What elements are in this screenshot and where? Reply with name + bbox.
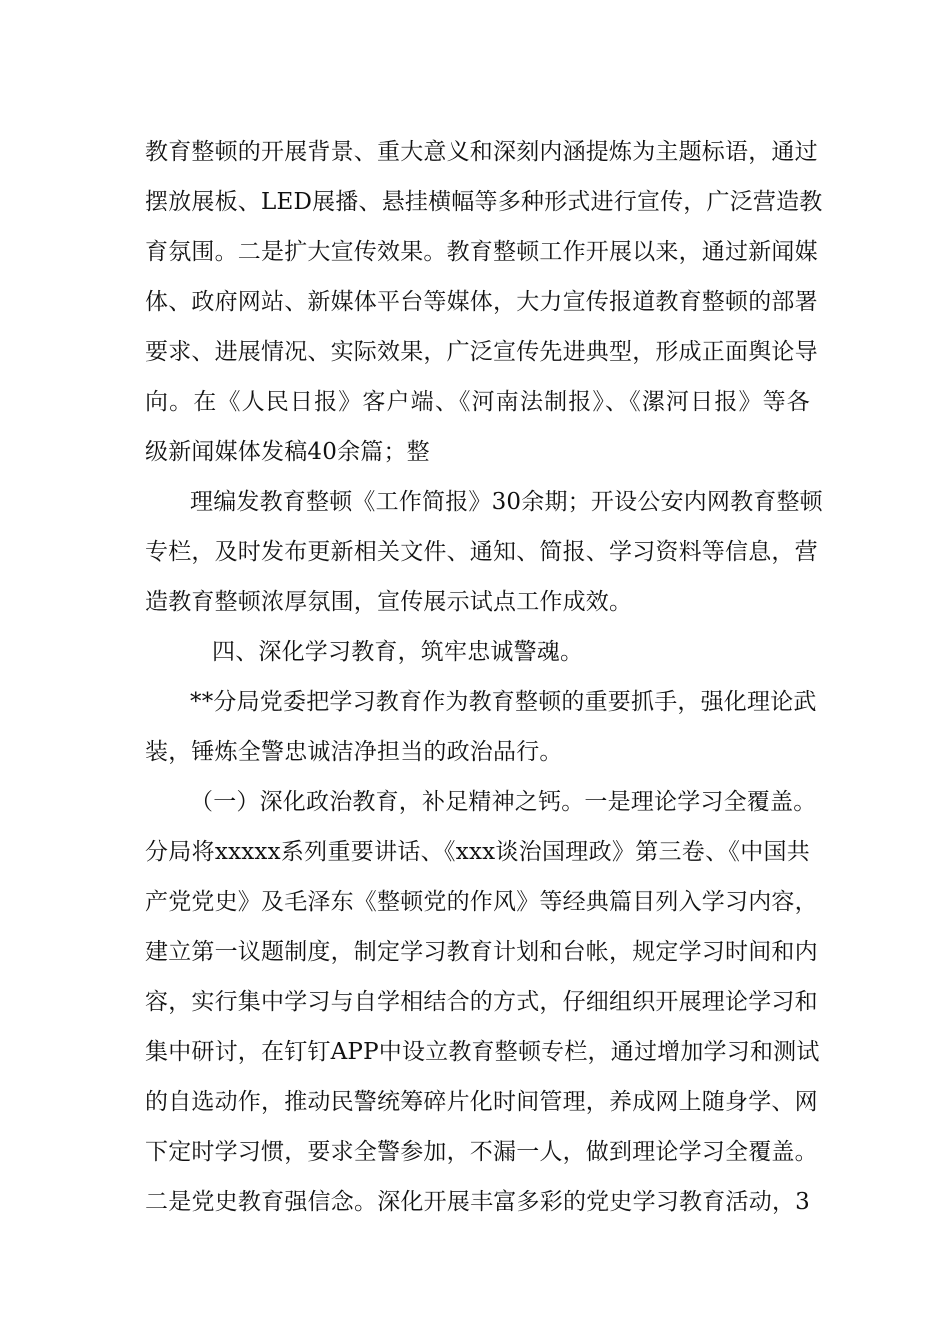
text-line: 的自选动作，推动民警统筹碎片化时间管理，养成网上随身学、网: [145, 1089, 818, 1115]
text-line: 二是党史教育强信念。深化开展丰富多彩的党史学习教育活动，3: [145, 1189, 810, 1215]
text-line: 要求、进展情况、实际效果，广泛宣传先进典型，形成正面舆论导: [145, 339, 818, 365]
section-heading: 四、深化学习教育，筑牢忠诚警魂。: [212, 639, 584, 665]
text-line: 专栏，及时发布更新相关文件、通知、简报、学习资料等信息，营: [145, 539, 818, 565]
text-line: 分局将xxxxx系列重要讲话、《xxx谈治国理政》第三卷、《中国共: [145, 839, 810, 865]
text-line: 向。在《人民日报》客户端、《河南法制报》、《漯河日报》等各: [145, 389, 810, 415]
text-line: 建立第一议题制度，制定学习教育计划和台帐，规定学习时间和内: [145, 939, 818, 965]
text-line: 装，锤炼全警忠诚洁净担当的政治品行。: [145, 739, 563, 765]
text-line: 摆放展板、LED展播、悬挂横幅等多种形式进行宣传，广泛营造教: [145, 189, 823, 215]
text-line: 造教育整顿浓厚氛围，宣传展示试点工作成效。: [145, 589, 633, 615]
text-line: 级新闻媒体发稿40余篇；整: [145, 439, 430, 465]
text-line: 产党党史》及毛泽东《整顿党的作风》等经典篇目列入学习内容，: [145, 889, 818, 915]
text-line: 容，实行集中学习与自学相结合的方式，仔细组织开展理论学习和: [145, 989, 818, 1015]
text-line: 教育整顿的开展背景、重大意义和深刻内涵提炼为主题标语，通过: [145, 139, 818, 165]
paragraph-first-line: **分局党委把学习教育作为教育整顿的重要抓手，强化理论武: [190, 689, 817, 715]
text-line: 体、政府网站、新媒体平台等媒体，大力宣传报道教育整顿的部署: [145, 289, 818, 315]
text-line: 下定时学习惯，要求全警参加，不漏一人，做到理论学习全覆盖。: [145, 1139, 818, 1165]
paragraph-first-line: 理编发教育整顿《工作简报》30余期；开设公安内网教育整顿: [190, 489, 823, 515]
text-line: 集中研讨，在钉钉APP中设立教育整顿专栏，通过增加学习和测试: [145, 1039, 820, 1065]
text-line: 育氛围。二是扩大宣传效果。教育整顿工作开展以来，通过新闻媒: [145, 239, 818, 265]
subsection-heading-line: （一）深化政治教育，补足精神之钙。一是理论学习全覆盖。: [190, 789, 817, 815]
